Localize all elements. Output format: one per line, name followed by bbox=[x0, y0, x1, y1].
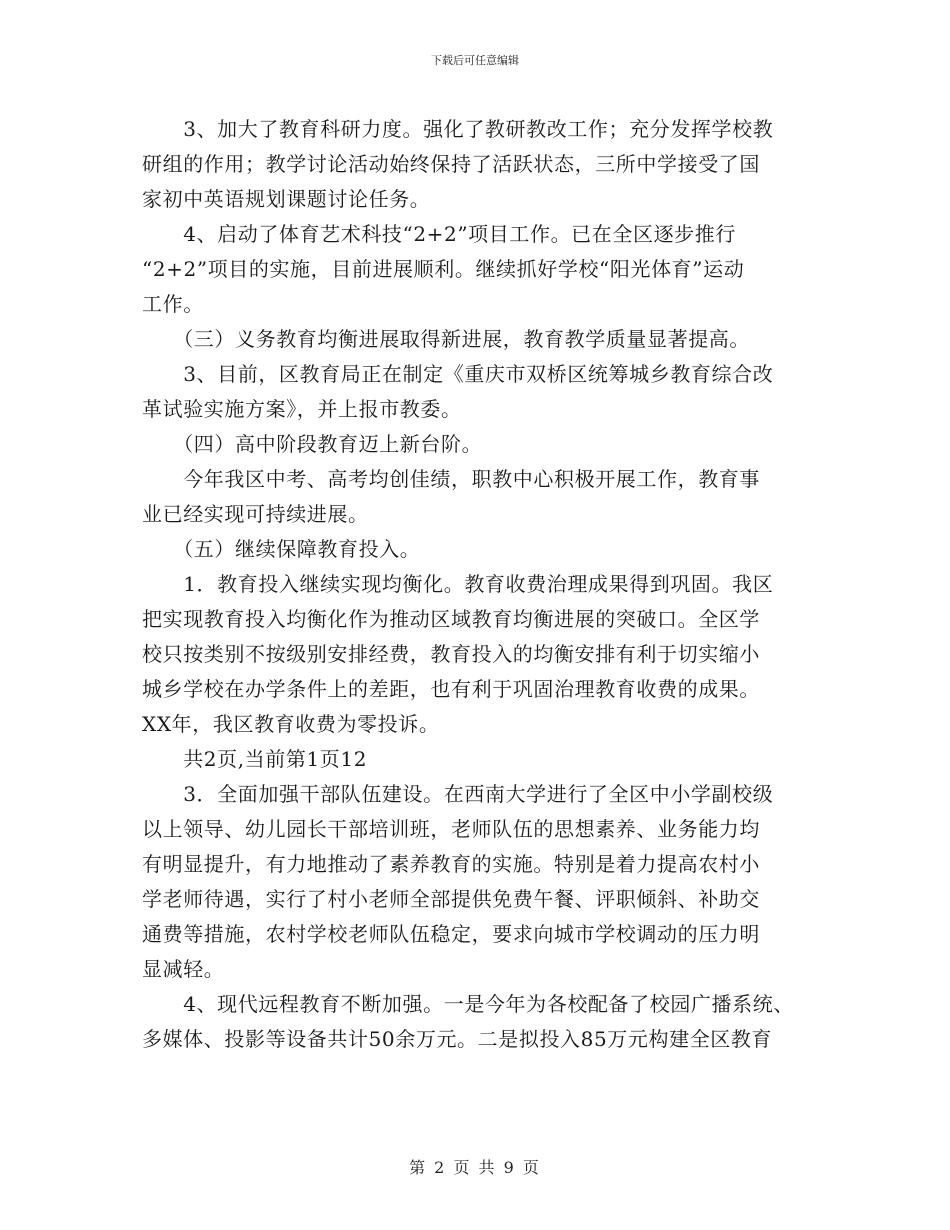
text-line: 有明显提升，有力地推动了素养教育的实施。特别是着力提高农村小 bbox=[142, 852, 760, 876]
text-line: 研组的作用；教学讨论活动始终保持了活跃状态，三所中学接受了国 bbox=[142, 152, 760, 176]
text-line: （四）高中阶段教育迈上新台阶。 bbox=[142, 432, 483, 456]
text-line: 校只按类别不按级别安排经费，教育投入的均衡安排有利于切实缩小 bbox=[142, 642, 760, 666]
text-line: 1．教育投入继续实现均衡化。教育收费治理成果得到巩固。我区 bbox=[142, 572, 774, 596]
text-line: 学老师待遇，实行了村小老师全部提供免费午餐、评职倾斜、补助交 bbox=[142, 887, 760, 911]
text-line: 把实现教育投入均衡化作为推动区域教育均衡进展的突破口。全区学 bbox=[142, 607, 760, 631]
text-line: （五）继续保障教育投入。 bbox=[142, 537, 421, 561]
text-line: 共2页,当前第1页12 bbox=[142, 747, 368, 771]
text-line: 业已经实现可持续进展。 bbox=[142, 502, 369, 526]
text-line: XX年，我区教育收费为零投诉。 bbox=[142, 712, 440, 736]
text-line: （三）义务教育均衡进展取得新进展，教育教学质量显著提高。 bbox=[142, 327, 750, 351]
text-line: 4、启动了体育艺术科技“2+2”项目工作。已在全区逐步推行 bbox=[142, 222, 736, 246]
text-line: 工作。 bbox=[142, 292, 204, 316]
text-line: 3．全面加强干部队伍建设。在西南大学进行了全区中小学副校级 bbox=[142, 782, 774, 806]
text-line: 通费等措施，农村学校老师队伍稳定，要求向城市学校调动的压力明 bbox=[142, 922, 760, 946]
document-body bbox=[142, 112, 808, 1057]
text-line: 3、加大了教育科研力度。强化了教研教改工作；充分发挥学校教 bbox=[142, 117, 774, 141]
text-line: 显减轻。 bbox=[142, 957, 225, 981]
text-line: 多媒体、投影等设备共计50余万元。二是拟投入85万元构建全区教育 bbox=[142, 1027, 773, 1051]
text-line: 4、现代远程教育不断加强。一是今年为各校配备了校园广播系统、 bbox=[142, 992, 794, 1016]
page-header-note: 下载后可任意编辑 bbox=[431, 54, 519, 67]
text-line: 以上领导、幼儿园长干部培训班，老师队伍的思想素养、业务能力均 bbox=[142, 817, 760, 841]
text-line: “2+2”项目的实施，目前进展顺利。继续抓好学校“阳光体育”运动 bbox=[142, 257, 745, 281]
text-line: 今年我区中考、高考均创佳绩，职教中心积极开展工作，教育事 bbox=[142, 467, 760, 491]
text-line: 3、目前，区教育局正在制定《重庆市双桥区统筹城乡教育综合改 bbox=[142, 362, 774, 386]
text-line: 城乡学校在办学条件上的差距，也有利于巩固治理教育收费的成果。 bbox=[142, 677, 760, 701]
page-number-footer: 第 2 页 共 9 页 bbox=[409, 1158, 541, 1177]
text-line: 家初中英语规划课题讨论任务。 bbox=[142, 187, 431, 211]
text-line: 革试验实施方案》，并上报市教委。 bbox=[142, 397, 462, 421]
